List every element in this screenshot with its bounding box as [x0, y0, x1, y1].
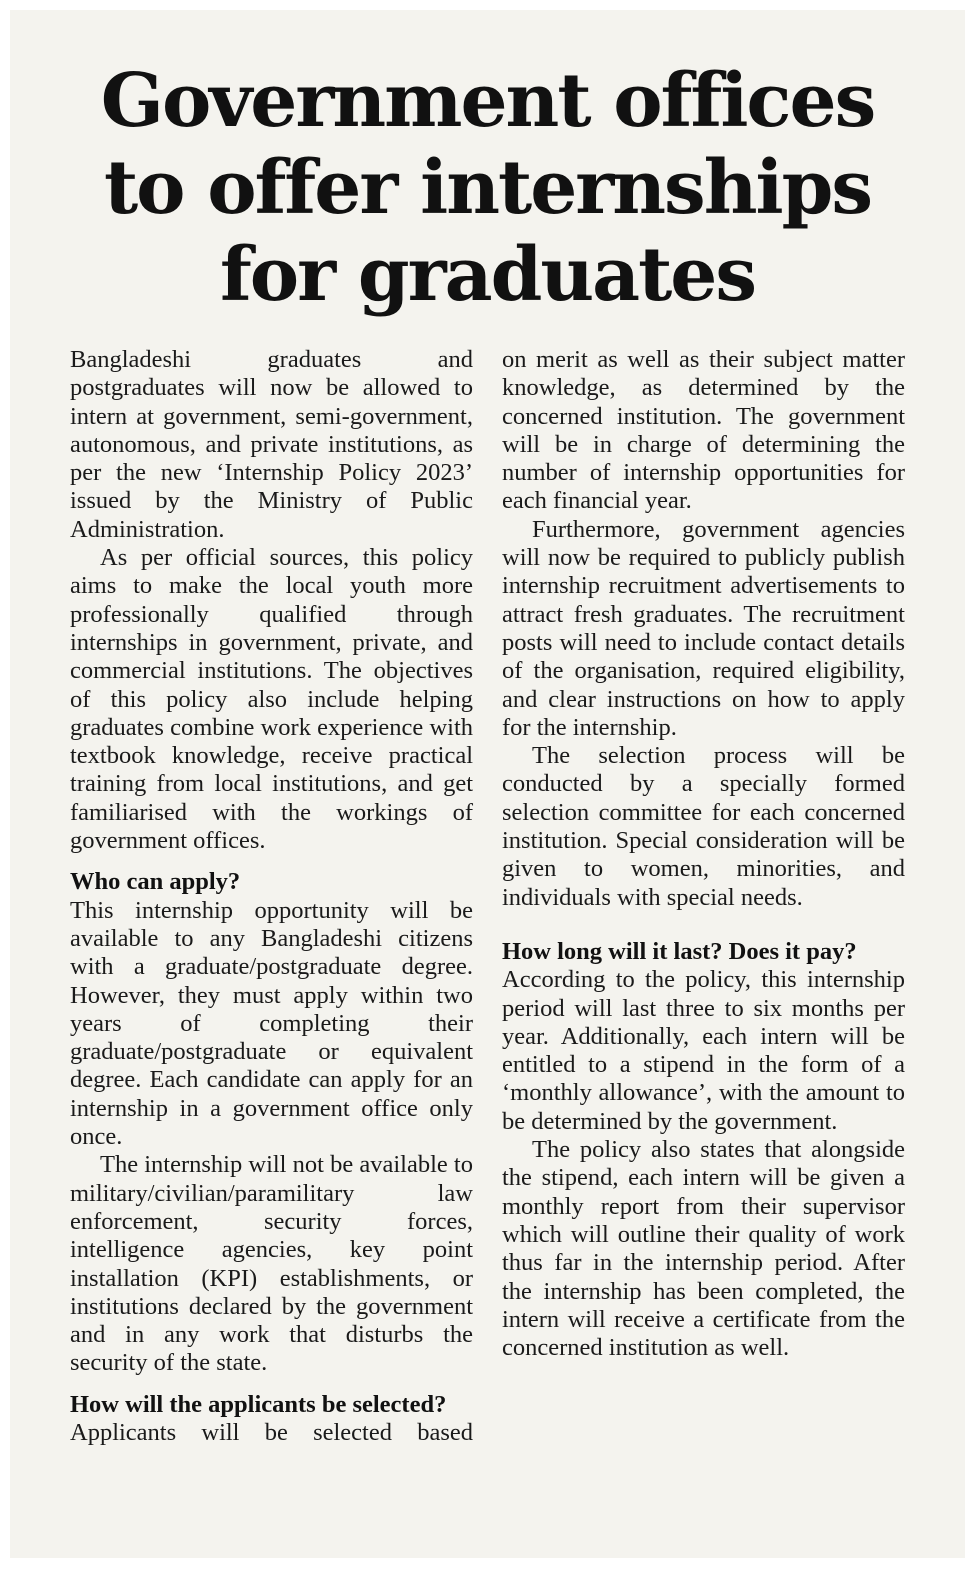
headline: [10, 10, 965, 319]
newspaper-clipping: [10, 10, 965, 1558]
paragraph-duration: According to the policy, this internship period will last three to six months per year. Additionally, each intern will be entitled to a stipend in the form of a ‘monthly allowance’, with the amount to be determined by the government.: [502, 966, 905, 1135]
headline-line-3: for graduates: [219, 232, 756, 318]
paragraph-objectives: As per official sources, this policy aims to make the local youth more professionally qualified through internships in government, private, and commercial institutions. The objectives of this policy also include helping graduates combine work experience with textbook knowledge, receive practical training from local institutions, and get familiarised with the workings of government offices.: [70, 544, 473, 855]
subheading-duration-pay: How long will it last? Does it pay?: [502, 937, 857, 965]
left-column: [70, 346, 473, 1447]
paragraph-eligibility: This internship opportunity will be available to any Bangladeshi citizens with a graduate/postgraduate degree. However, they must apply within two years of completing their graduate/postgraduate or equivalent degree. Each candidate can apply for an internship in a government office only once.: [70, 896, 473, 1151]
subheading-who-can-apply: Who can apply?: [70, 868, 241, 896]
paragraph-selection-cont: on merit as well as their subject matter knowledge, as determined by the concerned institution. The government will be in charge of determining the number of internship opportunities for each financial year.: [502, 346, 905, 515]
paragraph-advertisements: Furthermore, government agencies will now be required to publicly publish internship recruitment advertisements to attract fresh graduates. The recruitment posts will need to include contact details of the organisation, required eligibility, and clear instructions on how to apply for the internship.: [502, 515, 905, 741]
article-body: [70, 346, 905, 1447]
paragraph-committee: The selection process will be conducted by a specially formed selection committee for each concerned institution. Special consideration will be given to women, minorities, and individuals with special needs.: [502, 742, 905, 911]
headline-line-2: to offer internships: [103, 145, 872, 231]
right-column: [502, 346, 905, 1447]
paragraph-selection-start: Applicants will be selected based: [70, 1418, 473, 1446]
headline-line-1: Government offices: [100, 58, 875, 144]
paragraph-report-certificate: The policy also states that alongside the stipend, each intern will be given a monthly report from their supervisor which will outline their quality of work thus far in the internship period. After the internship has been completed, the intern will receive a certificate from the concerned institution as well.: [502, 1136, 905, 1362]
paragraph-intro: Bangladeshi graduates and postgraduates will now be allowed to intern at government, semi-government, autonomous, and private institutions, as per the new ‘Internship Policy 2023’ issued by the Ministry of Public Administration.: [70, 346, 473, 543]
subheading-selection: How will the applicants be selected?: [70, 1390, 447, 1418]
paragraph-exclusions: The internship will not be available to military/civilian/paramilitary law enforcement, security forces, intelligence agencies, key point installation (KPI) establishments, or institutions declared by the government and in any work that disturbs the security of the state.: [70, 1151, 473, 1377]
